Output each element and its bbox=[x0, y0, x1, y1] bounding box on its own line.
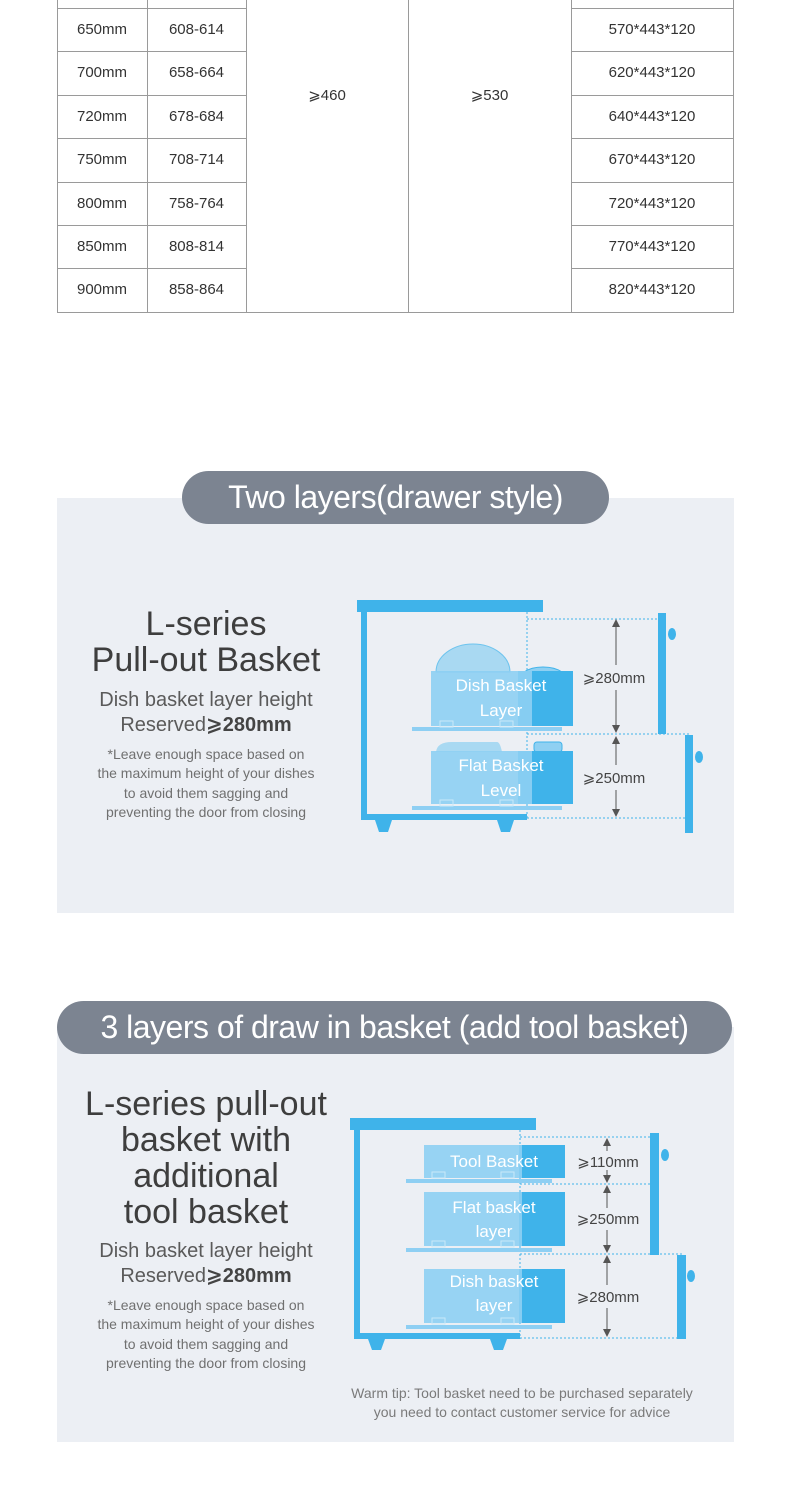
reserved-value: ⩾280mm bbox=[205, 1265, 292, 1287]
table-cell-range: 658-664 bbox=[168, 64, 225, 81]
table-cell-size: 770*443*120 bbox=[608, 238, 696, 255]
table-cell-merged-min: ⩾530 bbox=[470, 87, 509, 104]
dimension-label: ⩾250mm bbox=[582, 770, 646, 787]
note-line: the maximum height of your dishes bbox=[97, 765, 315, 781]
arrow-head bbox=[603, 1245, 611, 1253]
drawer-door bbox=[677, 1255, 686, 1339]
product-title: tool basket bbox=[123, 1193, 289, 1231]
product-title: L-series bbox=[145, 605, 267, 643]
upper-basket-label: Layer bbox=[479, 701, 523, 720]
arrow-head bbox=[603, 1185, 611, 1193]
table-cell-range: 758-764 bbox=[168, 195, 225, 212]
note-line: the maximum height of your dishes bbox=[97, 1316, 315, 1332]
table-cell-size: 640*443*120 bbox=[608, 108, 696, 125]
table-cell-size: 820*443*120 bbox=[608, 281, 696, 298]
product-title: Pull-out Basket bbox=[91, 641, 321, 679]
product-title: additional bbox=[133, 1157, 279, 1195]
table-cell-size: 720*443*120 bbox=[608, 195, 696, 212]
cabinet-side bbox=[354, 1130, 360, 1338]
dimension-label: ⩾110mm bbox=[577, 1154, 639, 1171]
upper-basket-label: Dish Basket bbox=[455, 676, 547, 695]
layer-height-label: Dish basket layer height bbox=[99, 689, 313, 711]
drawer-handle bbox=[661, 1149, 669, 1161]
table-cell-size: 620*443*120 bbox=[608, 64, 696, 81]
warm-tip: you need to contact customer service for advice bbox=[373, 1404, 671, 1420]
cabinet-top bbox=[350, 1118, 536, 1130]
note-line: *Leave enough space based on bbox=[107, 1297, 305, 1313]
warm-tip: Warm tip: Tool basket need to be purchased separately bbox=[351, 1385, 693, 1401]
table-cell-merged-min: ⩾460 bbox=[308, 87, 346, 104]
dimension-label: ⩾280mm bbox=[576, 1289, 640, 1306]
table-cell-width: 900mm bbox=[76, 281, 128, 298]
table-cell-width: 720mm bbox=[76, 108, 128, 125]
dimension-label: ⩾250mm bbox=[576, 1211, 640, 1228]
arrow-head bbox=[603, 1255, 611, 1263]
layer-height-label: Dish basket layer height bbox=[99, 1240, 313, 1262]
dish-basket-label: Dish basket bbox=[449, 1272, 539, 1291]
flat-rail bbox=[406, 1248, 552, 1252]
drawer-door bbox=[650, 1133, 659, 1255]
reserved-label: Reserved bbox=[120, 1265, 206, 1287]
cabinet-foot bbox=[490, 1339, 507, 1350]
arrow-head bbox=[603, 1175, 611, 1183]
table-cell-width: 850mm bbox=[76, 238, 128, 255]
lower-basket-label: Flat Basket bbox=[458, 756, 544, 775]
tool-basket-label: Tool Basket bbox=[450, 1152, 538, 1171]
arrow-head bbox=[603, 1329, 611, 1337]
dish-rail bbox=[406, 1325, 552, 1329]
section-title-pill: Two layers(drawer style) bbox=[182, 471, 609, 524]
note-line: to avoid them sagging and bbox=[123, 1336, 289, 1352]
note-line: preventing the door from closing bbox=[106, 1355, 306, 1371]
flat-basket-label: Flat basket bbox=[452, 1198, 536, 1217]
table-cell-size: 570*443*120 bbox=[608, 21, 696, 38]
table-cell-width: 700mm bbox=[76, 64, 128, 81]
note-line: *Leave enough space based on bbox=[107, 746, 305, 762]
dimension-label: ⩾280mm bbox=[582, 670, 646, 687]
table-cell-range: 708-714 bbox=[168, 151, 225, 168]
tool-rail bbox=[406, 1179, 552, 1183]
table-cell-width: 750mm bbox=[76, 151, 128, 168]
product-title: L-series pull-out bbox=[85, 1085, 327, 1123]
flat-basket-label: layer bbox=[475, 1222, 513, 1241]
note-line: to avoid them sagging and bbox=[123, 785, 289, 801]
table-cell-size: 670*443*120 bbox=[608, 151, 696, 168]
section-title-pill: 3 layers of draw in basket (add tool basket) bbox=[57, 1001, 732, 1054]
table-cell-width: 650mm bbox=[76, 21, 128, 38]
reserved-value: ⩾280mm bbox=[205, 714, 292, 736]
dish-basket-label: layer bbox=[475, 1296, 513, 1315]
table-cell-range: 858-864 bbox=[168, 281, 225, 298]
drawer-handle bbox=[687, 1270, 695, 1282]
cabinet-foot bbox=[368, 1339, 385, 1350]
table-cell-range: 608-614 bbox=[168, 21, 225, 38]
table-cell-range: 808-814 bbox=[168, 238, 225, 255]
cabinet-bottom bbox=[354, 1333, 520, 1339]
note-line: preventing the door from closing bbox=[106, 804, 306, 820]
table-cell-width: 800mm bbox=[76, 195, 128, 212]
table-cell-range: 678-684 bbox=[168, 108, 225, 125]
lower-basket-label: Level bbox=[480, 781, 522, 800]
reserved-label: Reserved bbox=[120, 714, 206, 736]
arrow-head bbox=[603, 1138, 611, 1146]
product-title: basket with bbox=[120, 1121, 292, 1159]
